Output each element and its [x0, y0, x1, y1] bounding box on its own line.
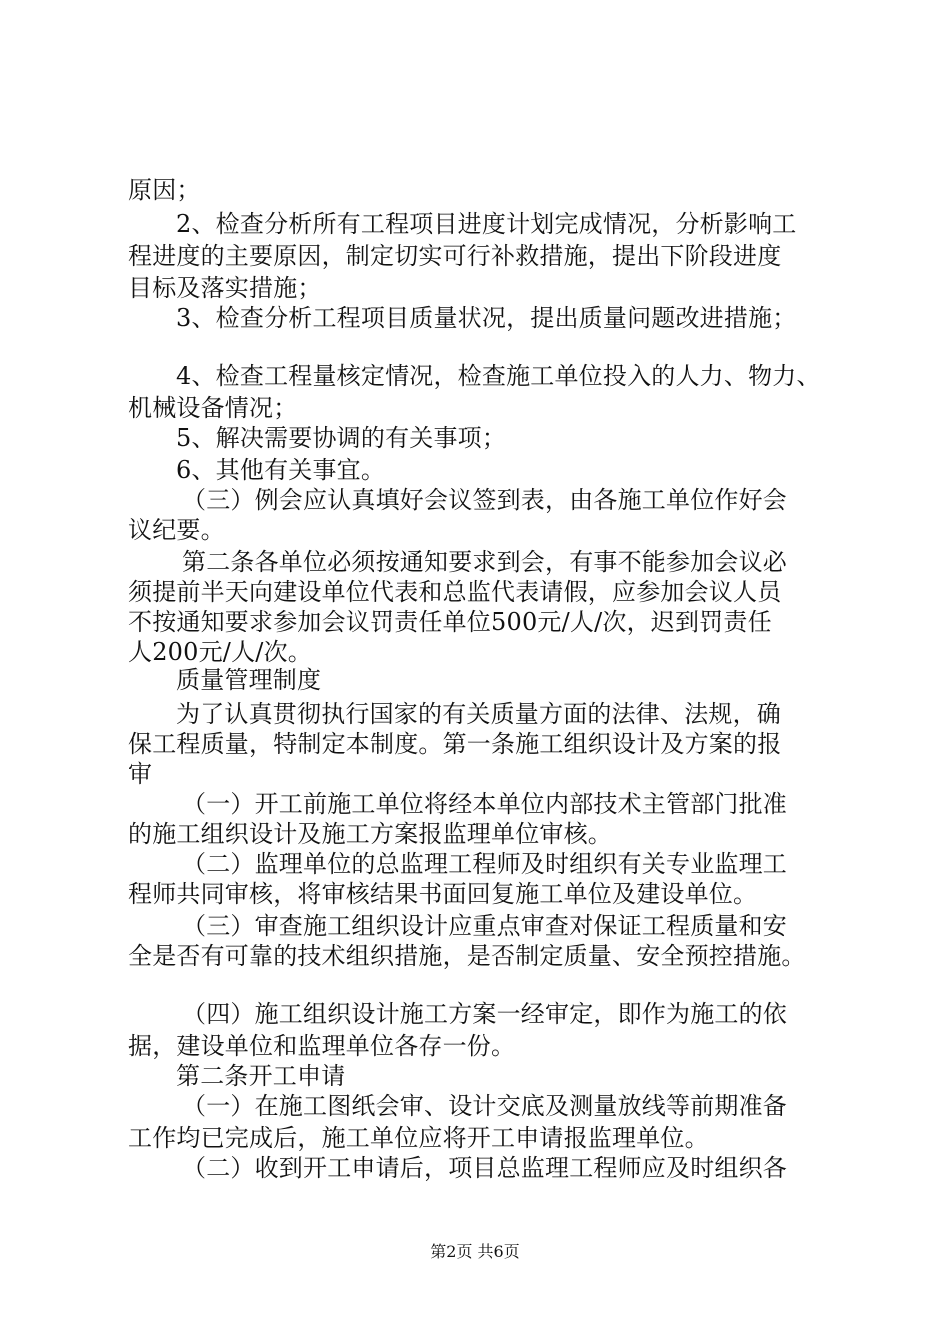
page-footer: 第2页 共6页 — [430, 1242, 520, 1261]
text-line: （一）在施工图纸会审、设计交底及测量放线等前期准备 — [182, 1092, 787, 1120]
text-line: 5、解决需要协调的有关事项； — [176, 424, 507, 452]
text-line: （三）审查施工组织设计应重点审查对保证工程质量和安 — [182, 912, 787, 940]
text-line: 3、检查分析工程项目质量状况，提出质量问题改进措施； — [176, 304, 797, 332]
text-line: 为了认真贯彻执行国家的有关质量方面的法律、法规，确 — [176, 700, 781, 728]
text-line: （二）监理单位的总监理工程师及时组织有关专业监理工 — [182, 850, 787, 878]
text-line: 审 — [128, 760, 153, 788]
text-line: 6、其他有关事宜。 — [176, 456, 386, 484]
text-line: （一）开工前施工单位将经本单位内部技术主管部门批准 — [182, 790, 787, 818]
text-line: 原因； — [128, 176, 201, 204]
text-line: （二）收到开工申请后，项目总监理工程师应及时组织各 — [182, 1154, 787, 1182]
text-line: 保工程质量，特制定本制度。第一条施工组织设计及方案的报 — [128, 730, 782, 758]
text-line: 不按通知要求参加会议罚责任单位500元/人/次，迟到罚责任 — [128, 608, 772, 636]
text-line: 机械设备情况； — [128, 394, 298, 422]
text-line: 全是否有可靠的技术组织措施，是否制定质量、安全预控措施。 — [128, 942, 806, 970]
text-line: 工作均已完成后，施工单位应将开工申请报监理单位。 — [128, 1124, 709, 1152]
section-heading: 第二条开工申请 — [176, 1062, 346, 1090]
text-line: 4、检查工程量核定情况，检查施工单位投入的人力、物力、 — [176, 362, 821, 390]
text-line: （四）施工组织设计施工方案一经审定，即作为施工的依 — [182, 1000, 787, 1028]
section-heading: 质量管理制度 — [176, 666, 322, 694]
text-line: 人200元/人/次。 — [128, 638, 312, 666]
text-line: 议纪要。 — [128, 516, 225, 544]
text-line: 须提前半天向建设单位代表和总监代表请假，应参加会议人员 — [128, 578, 782, 606]
text-line: 目标及落实措施； — [128, 274, 322, 302]
text-line: （三）例会应认真填好会议签到表，由各施工单位作好会 — [182, 486, 787, 514]
text-line: 程进度的主要原因，制定切实可行补救措施，提出下阶段进度 — [128, 242, 782, 270]
text-line: 2、检查分析所有工程项目进度计划完成情况，分析影响工 — [176, 210, 797, 238]
text-line: 第二条各单位必须按通知要求到会，有事不能参加会议必 — [182, 548, 787, 576]
text-line: 据，建设单位和监理单位各存一份。 — [128, 1032, 516, 1060]
text-line: 程师共同审核，将审核结果书面回复施工单位及建设单位。 — [128, 880, 758, 908]
text-line: 的施工组织设计及施工方案报监理单位审核。 — [128, 820, 612, 848]
